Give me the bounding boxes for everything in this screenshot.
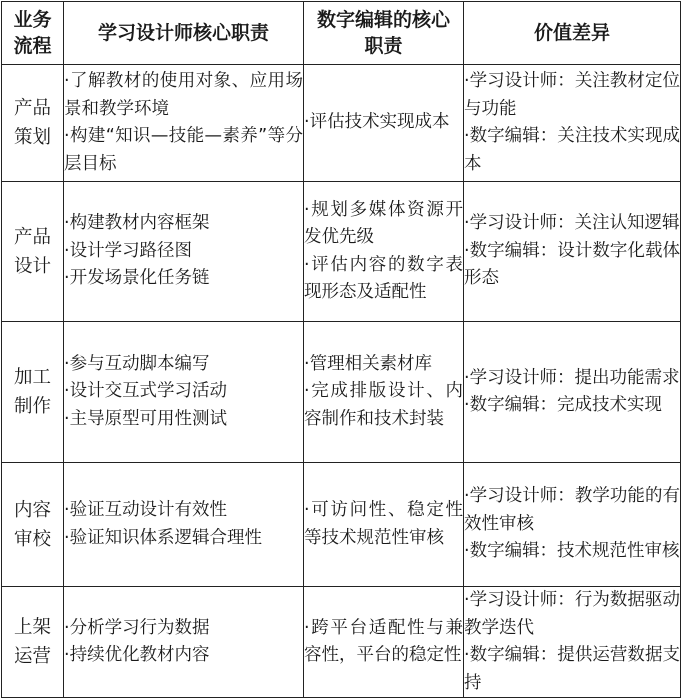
table-row	[2, 463, 681, 587]
difference-item: ·数字编辑：提供运营数据支持	[464, 645, 680, 693]
editor-item: ·可访问性、稳定性等技术规范性审核	[304, 500, 463, 548]
difference-item: ·数字编辑：关注技术实现成本	[464, 126, 680, 174]
table-row	[2, 322, 681, 463]
designer-item: ·分析学习行为数据	[64, 617, 210, 638]
designer-item: ·主导原型可用性测试	[64, 408, 228, 429]
difference-item: ·学习设计师：教学功能的有效性审核	[464, 486, 680, 534]
editor-cell	[304, 463, 464, 587]
header-stage: 业务 流程	[2, 2, 64, 65]
designer-item: ·构建教材内容框架	[64, 213, 210, 234]
designer-item: ·设计交互式学习活动	[64, 381, 228, 402]
table-row	[2, 182, 681, 322]
editor-item: ·跨平台适配性与兼容性，平台的稳定性	[304, 617, 463, 665]
designer-item: ·参与互动脚本编写	[64, 353, 210, 374]
difference-item: ·学习设计师：关注认知逻辑	[464, 213, 680, 234]
difference-item: ·数字编辑：完成技术实现	[464, 395, 663, 415]
difference-cell	[464, 182, 681, 322]
difference-cell	[464, 322, 681, 463]
editor-item: ·规划多媒体资源开发优先级	[304, 199, 463, 247]
editor-item: ·评估技术实现成本	[304, 112, 450, 133]
designer-item: ·开发场景化任务链	[64, 268, 210, 289]
difference-cell	[464, 65, 681, 182]
table-row	[2, 587, 681, 698]
stage-cell: 产品 策划	[2, 65, 64, 182]
designer-item: ·验证知识体系逻辑合理性	[64, 527, 263, 548]
difference-item: ·学习设计师：关注教材定位与功能	[464, 71, 680, 119]
responsibility-table	[1, 1, 681, 698]
table-row	[2, 65, 681, 182]
difference-cell	[464, 463, 681, 587]
header-difference: 价值差异	[464, 2, 681, 65]
designer-item: ·了解教材的使用对象、应用场景和教学环境	[64, 71, 303, 119]
editor-cell	[304, 65, 464, 182]
editor-item: ·完成排版设计、内容制作和技术封装	[304, 381, 463, 429]
stage-cell: 加工 制作	[2, 322, 64, 463]
designer-cell	[64, 322, 304, 463]
stage-cell: 上架 运营	[2, 587, 64, 698]
header-editor: 数字编辑的核心职责	[304, 2, 464, 65]
designer-cell	[64, 587, 304, 698]
editor-cell	[304, 587, 464, 698]
editor-item: ·评估内容的数字表现形态及适配性	[304, 254, 463, 302]
designer-cell	[64, 182, 304, 322]
designer-cell	[64, 65, 304, 182]
editor-cell	[304, 322, 464, 463]
stage-cell: 产品 设计	[2, 182, 64, 322]
editor-item: ·管理相关素材库	[304, 353, 433, 374]
difference-cell	[464, 587, 681, 698]
designer-item: ·构建“知识—技能—素养”等分层目标	[64, 126, 303, 174]
difference-item: ·数字编辑：技术规范性审核	[464, 541, 680, 562]
difference-item: ·学习设计师：提出功能需求	[464, 367, 680, 388]
designer-cell	[64, 463, 304, 587]
stage-cell: 内容 审校	[2, 463, 64, 587]
designer-item: ·设计学习路径图	[64, 240, 193, 261]
header-designer: 学习设计师核心职责	[64, 2, 304, 65]
designer-item: ·验证互动设计有效性	[64, 500, 228, 520]
difference-item: ·学习设计师：行为数据驱动教学迭代	[464, 590, 680, 638]
difference-item: ·数字编辑：设计数字化载体形态	[464, 240, 680, 289]
editor-cell	[304, 182, 464, 322]
header-row	[2, 2, 681, 65]
designer-item: ·持续优化教材内容	[64, 645, 210, 665]
